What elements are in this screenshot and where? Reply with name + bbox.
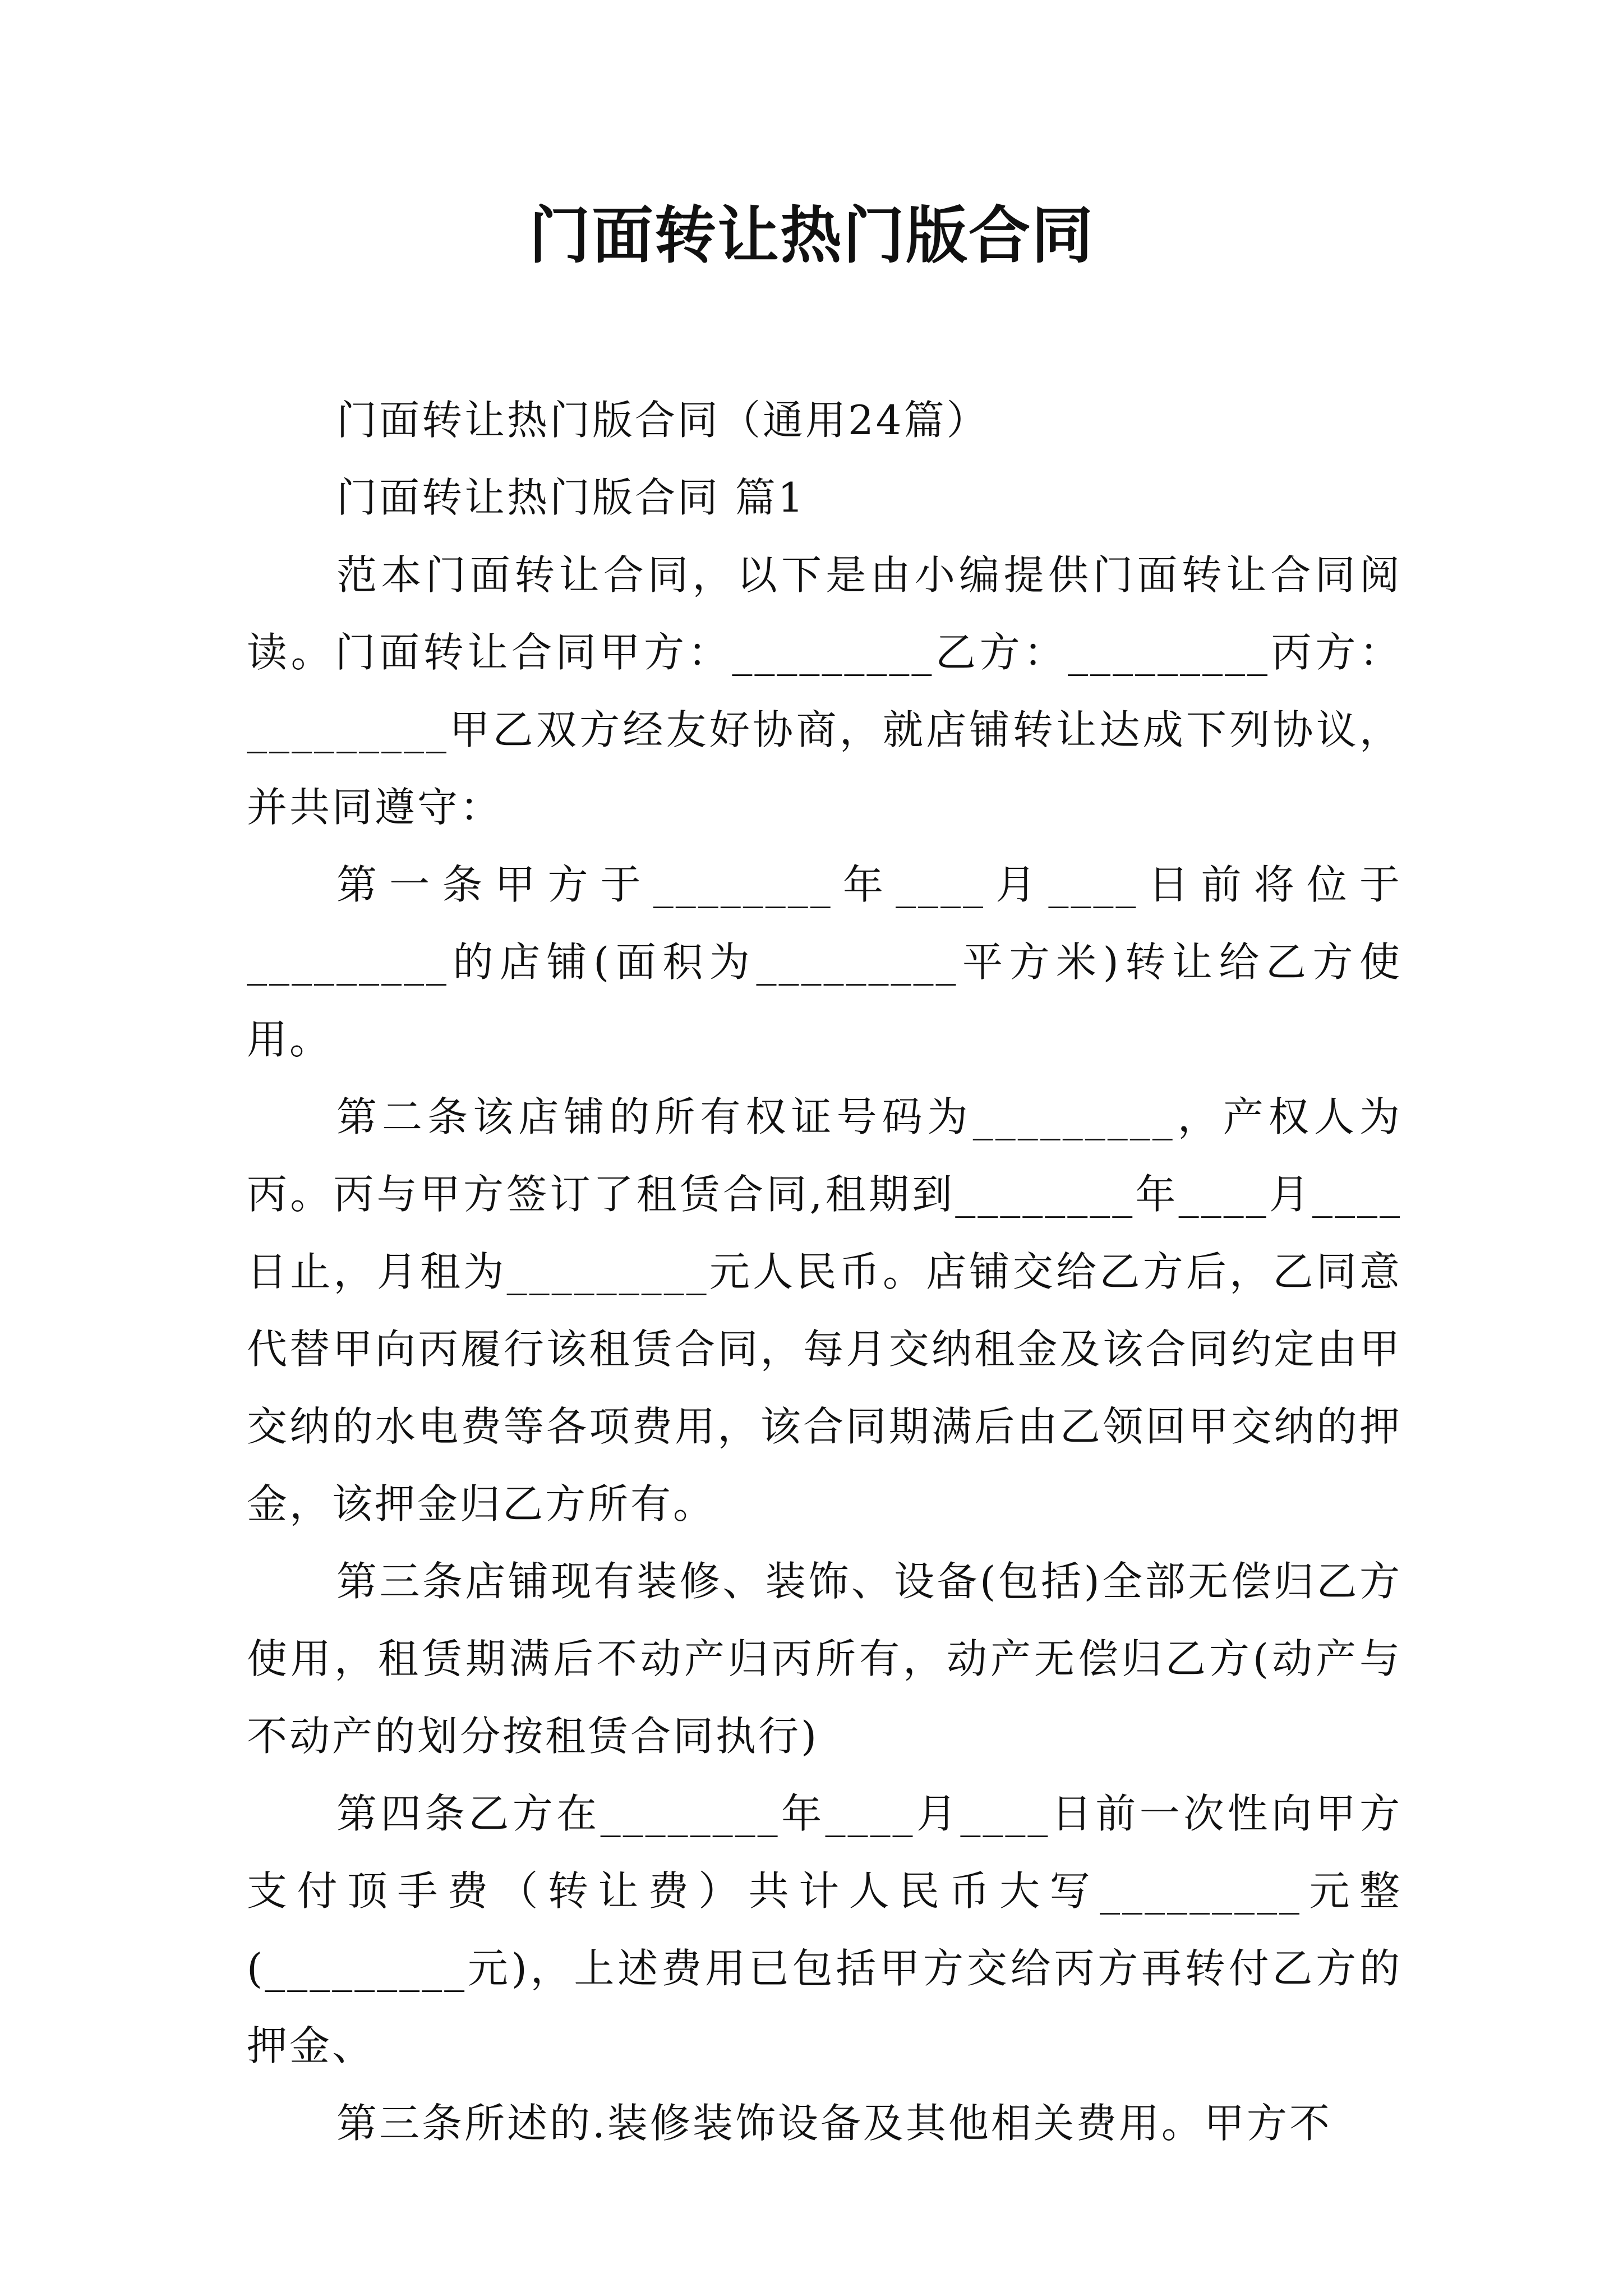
clause-2-paragraph: 第二条该店铺的所有权证号码为_________，产权人为丙。丙与甲方签订了租赁合同,租期到________年____月____日止，月租为_________元人民币。店铺交给乙方后，乙同意代替甲向丙履行该租赁合同，每月交纳租金及该合同约定由甲交纳的水电费等各项费用，该合同期满后由乙领回甲交纳的押金，该押金归乙方所有。 — [247, 1093, 1402, 1527]
clause-continuation-paragraph: 第三条所述的.装修装饰设备及其他相关费用。甲方不 — [336, 2100, 1332, 2147]
clause-3-paragraph: 第三条店铺现有装修、装饰、设备(包括)全部无偿归乙方使用，租赁期满后不动产归丙所有，动产无偿归乙方(动产与不动产的划分按租赁合同执行) — [247, 1558, 1402, 1760]
section-heading: 门面转让热门版合同 篇1 — [336, 474, 806, 521]
intro-paragraph: 范本门面转让合同，以下是由小编提供门面转让合同阅读。门面转让合同甲方：_________乙方：_________丙方：_________甲乙双方经友好协商，就店铺转让达成下列协议，并共同遵守： — [247, 551, 1402, 831]
clause-1-paragraph: 第一条甲方于________年____月____日前将位于_________的店铺(面积为_________平方米)转让给乙方使用。 — [247, 861, 1402, 1063]
document-subtitle: 门面转让热门版合同（通用24篇） — [336, 397, 989, 444]
document-body — [247, 381, 1402, 2162]
document-title: 门面转让热门版合同 — [529, 199, 1094, 272]
clause-4-paragraph: 第四条乙方在________年____月____日前一次性向甲方支付顶手费（转让费）共计人民币大写_________元整(_________元)，上述费用已包括甲方交给丙方再转付乙方的押金、 — [247, 1790, 1402, 2069]
